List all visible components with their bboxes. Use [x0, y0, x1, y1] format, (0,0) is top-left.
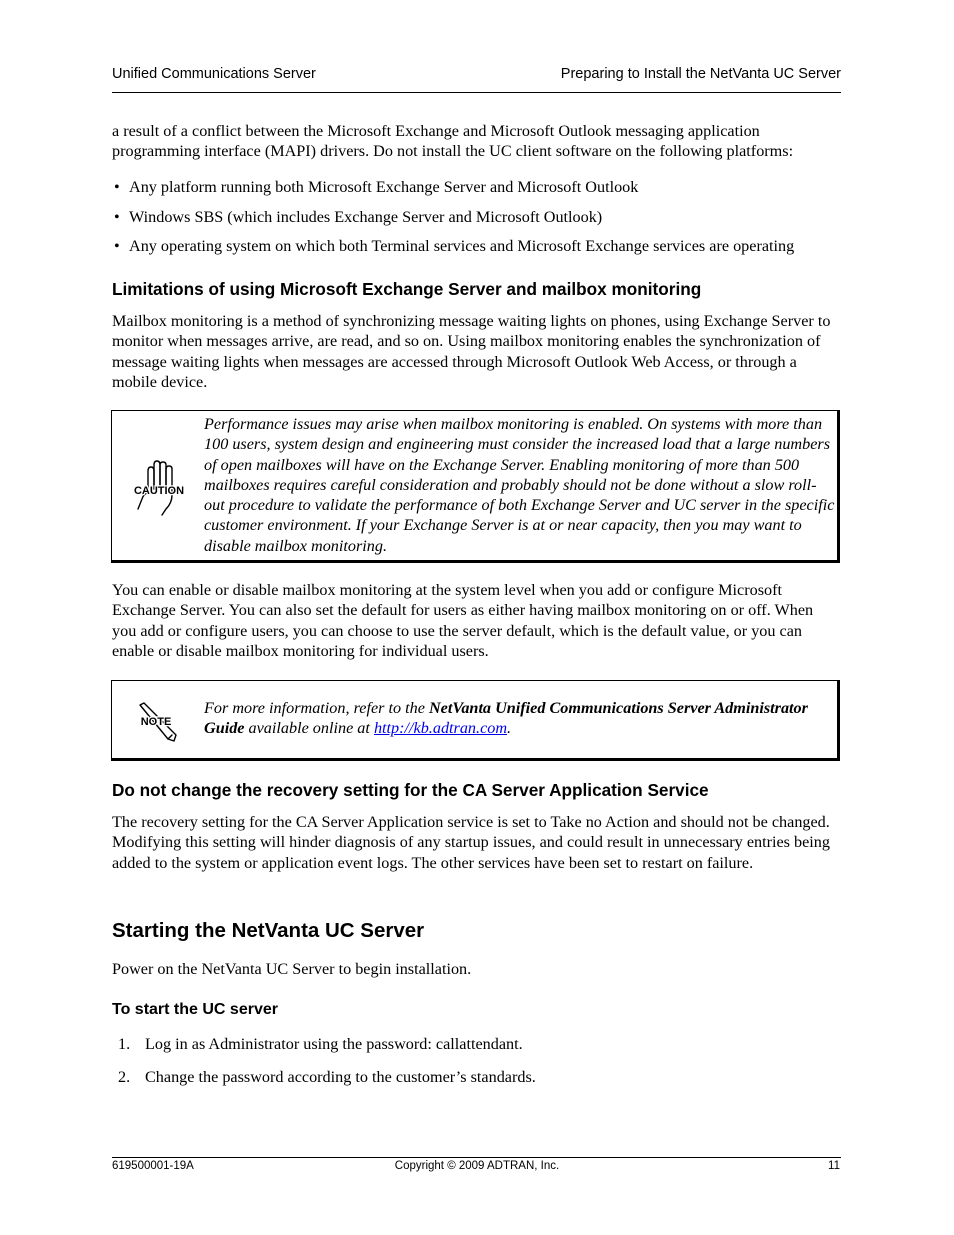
caution-icon-label: CAUTION: [133, 485, 185, 497]
bullet-text: Any operating system on which both Terminal services and Microsoft Exchange services are operating: [129, 237, 795, 255]
footer-rule: [112, 1157, 841, 1158]
bullet-symbol: •: [114, 208, 120, 226]
section-heading: Limitations of using Microsoft Exchange Server and mailbox monitoring: [112, 279, 702, 299]
note-prefix: For more information, refer to the: [204, 699, 429, 717]
step-text: Change the password according to the customer’s standards.: [145, 1068, 536, 1086]
section-paragraph: Mailbox monitoring is a method of synchronizing message waiting lights on phones, using Exchange Server to monitor when messages arrive, are read, and so on. Using mailbox monitoring enables the synchronization of message waiting lights when messages are accessed through Microsoft Outlook Web Access, or through a mobile device.: [112, 312, 831, 391]
footer-copyright: Copyright © 2009 ADTRAN, Inc.: [394, 1160, 560, 1172]
bullet-symbol: •: [114, 237, 120, 255]
section-paragraph: The recovery setting for the CA Server Application service is set to Take no Action and should not be changed. Modifying this setting will hinder diagnosis of any startup issues, and could result in unnecessary entries being added to the system or application event logs. The other services have been set to restart on failure.: [112, 813, 830, 872]
running-header-left: Unified Communications Server: [112, 66, 316, 82]
note-suffix: .: [507, 719, 512, 738]
caution-hand-icon: [132, 459, 186, 526]
note-middle: available online at: [244, 719, 374, 738]
step-number: 1.: [118, 1035, 131, 1053]
note-pencil-icon: [136, 701, 180, 748]
caution-box: [111, 410, 840, 563]
note-text: [204, 698, 836, 739]
section-paragraph: Power on the NetVanta UC Server to begin installation.: [112, 960, 472, 978]
note-icon-label: NOTE: [140, 716, 172, 728]
section-heading: Do not change the recovery setting for the CA Server Application Service: [112, 780, 709, 800]
procedure-heading: To start the UC server: [112, 1001, 278, 1018]
bullet-text: Any platform running both Microsoft Exchange Server and Microsoft Outlook: [129, 178, 639, 196]
intro-paragraph: a result of a conflict between the Microsoft Exchange and Microsoft Outlook messaging application programming interface (MAPI) drivers. Do not install the UC client software on the following platforms:: [112, 122, 794, 161]
chapter-heading: Starting the NetVanta UC Server: [112, 919, 425, 942]
caution-text: Performance issues may arise when mailbox monitoring is enabled. On systems with more than 100 users, system design and engineering must consider the increased load that a large numbers of open mailboxes will have on the Exchange Server. Enabling monitoring of more than 500 mailboxes requires careful consideration and probably should not be done without a slow roll-out procedure to validate the performance of both Exchange Server and UC server in the specific customer environment. If your Exchange Server is at or near capacity, then you may want to disable mailbox monitoring.: [204, 415, 835, 555]
header-rule: [112, 92, 841, 93]
section-paragraph: You can enable or disable mailbox monitoring at the system level when you add or configure Microsoft Exchange Server. You can also set the default for users as either having mailbox monitoring on or off. When you add or configure users, you can choose to use the server default, which is the default value, or you can enable or disable mailbox monitoring for individual users.: [112, 581, 814, 660]
step-text: Log in as Administrator using the password: callattendant.: [145, 1035, 523, 1053]
bullet-text: Windows SBS (which includes Exchange Server and Microsoft Outlook): [129, 208, 603, 226]
running-header-right: Preparing to Install the NetVanta UC Server: [560, 66, 841, 82]
footer-page-number: 11: [828, 1160, 840, 1172]
kb-link[interactable]: http://kb.adtran.com: [373, 719, 508, 738]
bullet-symbol: •: [114, 178, 120, 196]
footer-doc-number: 619500001-19A: [112, 1160, 194, 1172]
guide-title: NetVanta Unified Communications Server Administrator Guide: [204, 699, 808, 738]
note-box: [111, 680, 840, 761]
step-number: 2.: [118, 1068, 131, 1086]
